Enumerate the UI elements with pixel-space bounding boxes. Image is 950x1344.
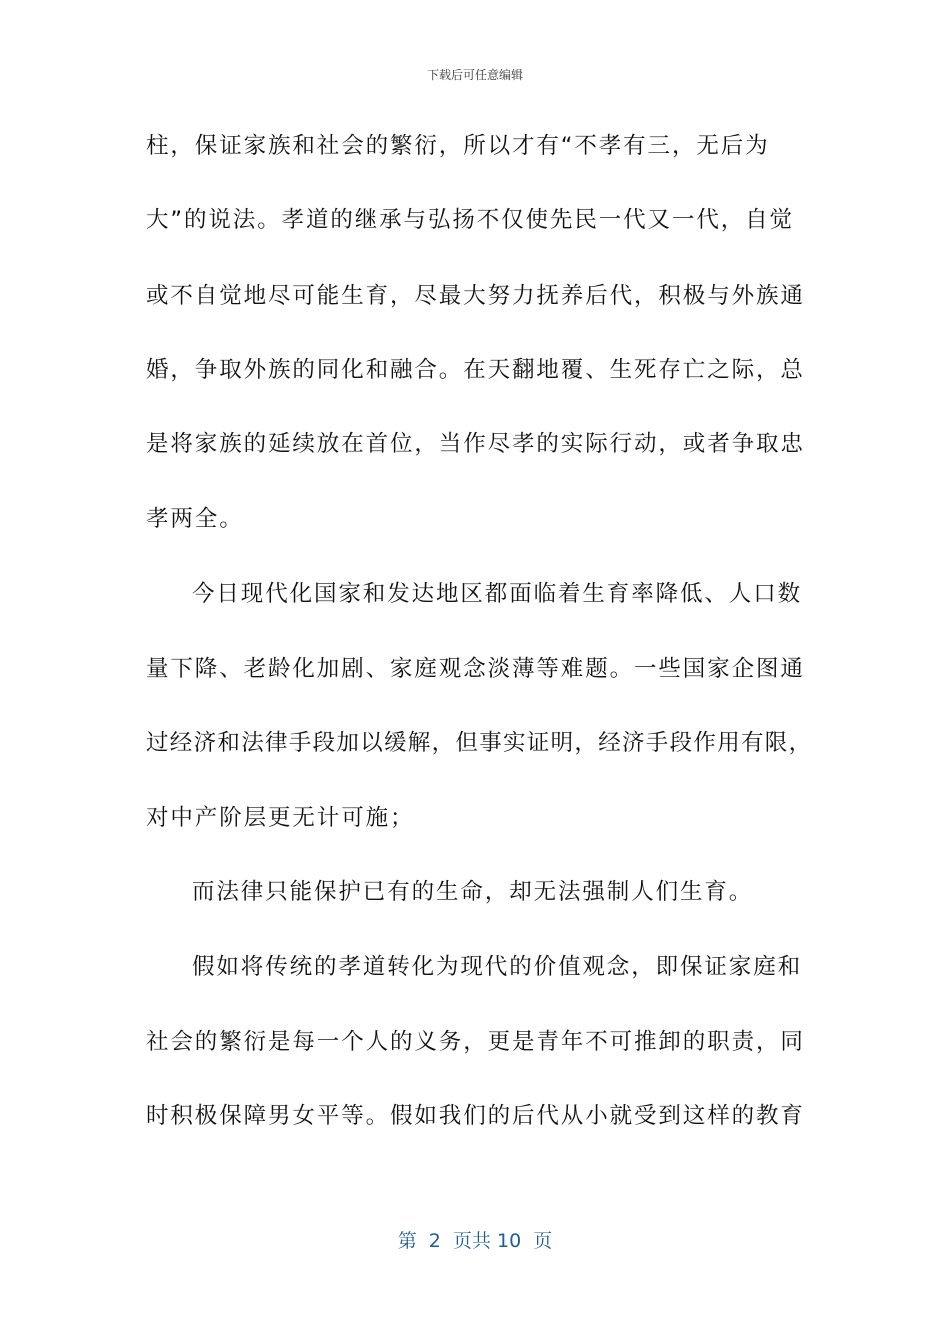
page-number-footer: 第 2 页共 10 页 xyxy=(397,1230,553,1252)
text-line: 柱，保证家族和社会的繁衍，所以才有“不孝有三，无后为 xyxy=(146,133,770,159)
paragraph-start-line: 今日现代化国家和发达地区都面临着生育率降低、人口数 xyxy=(192,581,803,607)
text-line: 或不自觉地尽可能生育，尽最大努力抚养后代，积极与外族通 xyxy=(146,283,805,309)
text-line: 大”的说法。孝道的继承与弘扬不仅使先民一代又一代，自觉 xyxy=(146,207,794,233)
text-line: 社会的繁衍是每一个人的义务，更是青年不可推卸的职责，同 xyxy=(146,1029,805,1055)
paragraph-start-line: 而法律只能保护已有的生命，却无法强制人们生育。 xyxy=(192,879,754,905)
text-line: 过经济和法律手段加以缓解，但事实证明，经济手段作用有限， xyxy=(146,730,813,756)
text-line: 对中产阶层更无计可施； xyxy=(146,805,415,831)
text-line: 是将家族的延续放在首位，当作尽孝的实际行动，或者争取忠 xyxy=(146,431,805,457)
text-line: 量下降、老龄化加剧、家庭观念淡薄等难题。一些国家企图通 xyxy=(146,656,805,682)
paragraph-start-line: 假如将传统的孝道转化为现代的价值观念，即保证家庭和 xyxy=(192,954,803,980)
page-header-note: 下载后可任意编辑 xyxy=(426,68,523,82)
text-line: 婚，争取外族的同化和融合。在天翻地覆、生死存亡之际，总 xyxy=(146,357,805,383)
text-line: 孝两全。 xyxy=(146,506,244,532)
text-line: 时积极保障男女平等。假如我们的后代从小就受到这样的教育 xyxy=(146,1103,805,1129)
